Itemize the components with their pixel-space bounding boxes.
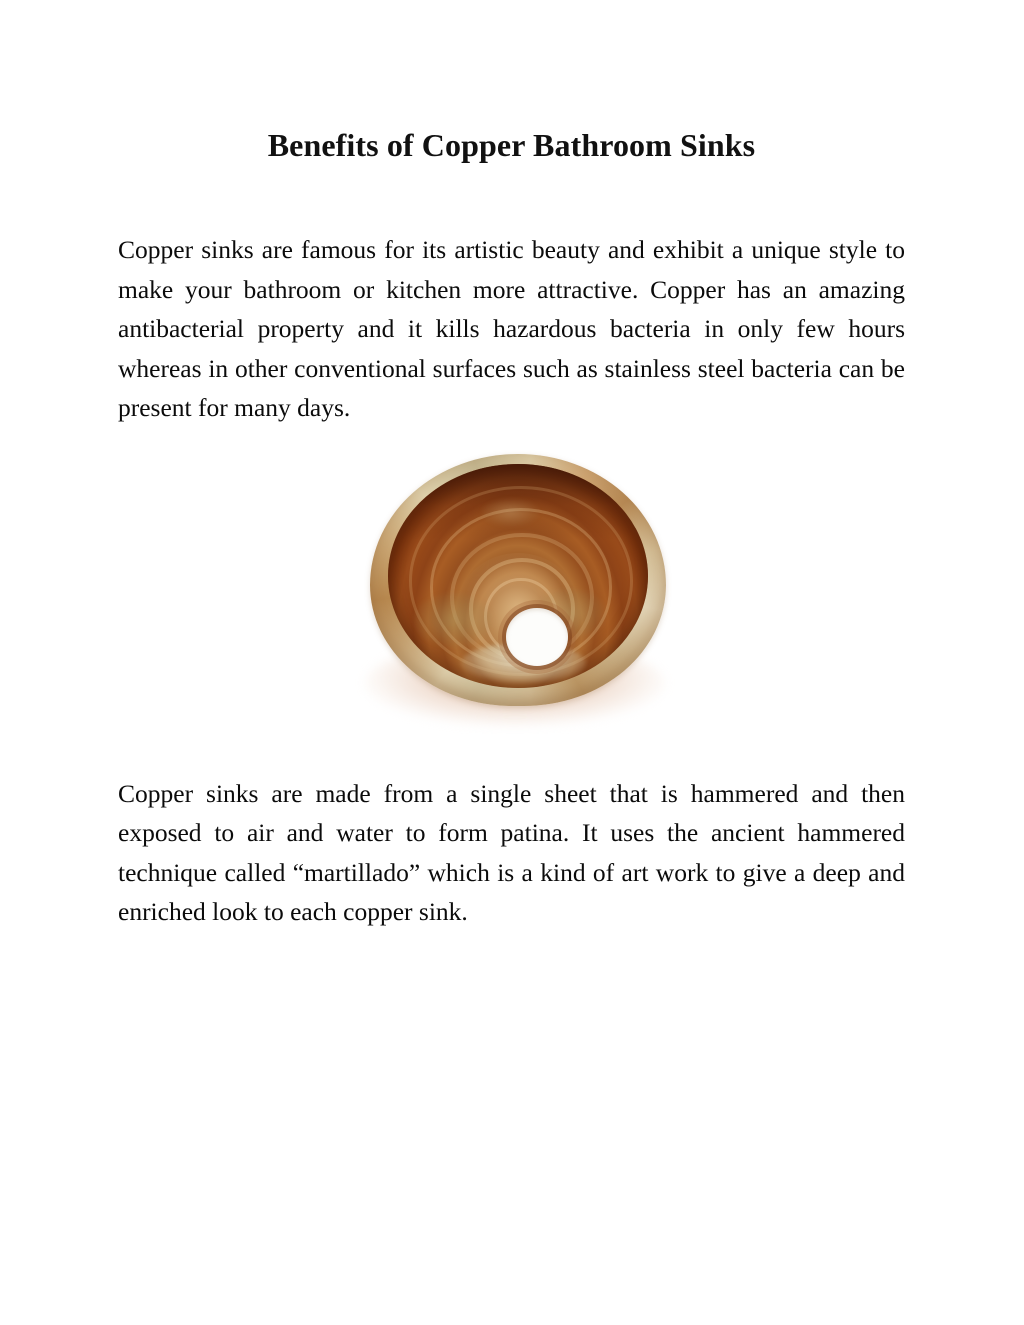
paragraph-2: Copper sinks are made from a single sheet that is hammered and then exposed to air and water to form patina. It uses the ancient hammered technique called “martillado” which is a kind of art work to give a deep and enriched look to each copper sink.	[118, 778, 905, 926]
page-title: Benefits of Copper Bathroom Sinks	[267, 127, 756, 163]
patina-patch-left	[414, 593, 492, 647]
figure-copper-sink	[118, 428, 905, 744]
paragraph-1: Copper sinks are famous for its artistic beauty and exhibit a unique style to make your bathroom or kitchen more attractive. Copper has an amazing antibacterial property and it kills hazardous bacteria in only few hours whereas in other conventional surfaces such as stainless steel bacteria can be present for many days.	[118, 235, 905, 422]
patina-patch-top	[482, 499, 539, 526]
copper-sink-image	[351, 444, 681, 734]
document-content	[118, 0, 905, 932]
sink-drain-hole	[506, 608, 568, 666]
